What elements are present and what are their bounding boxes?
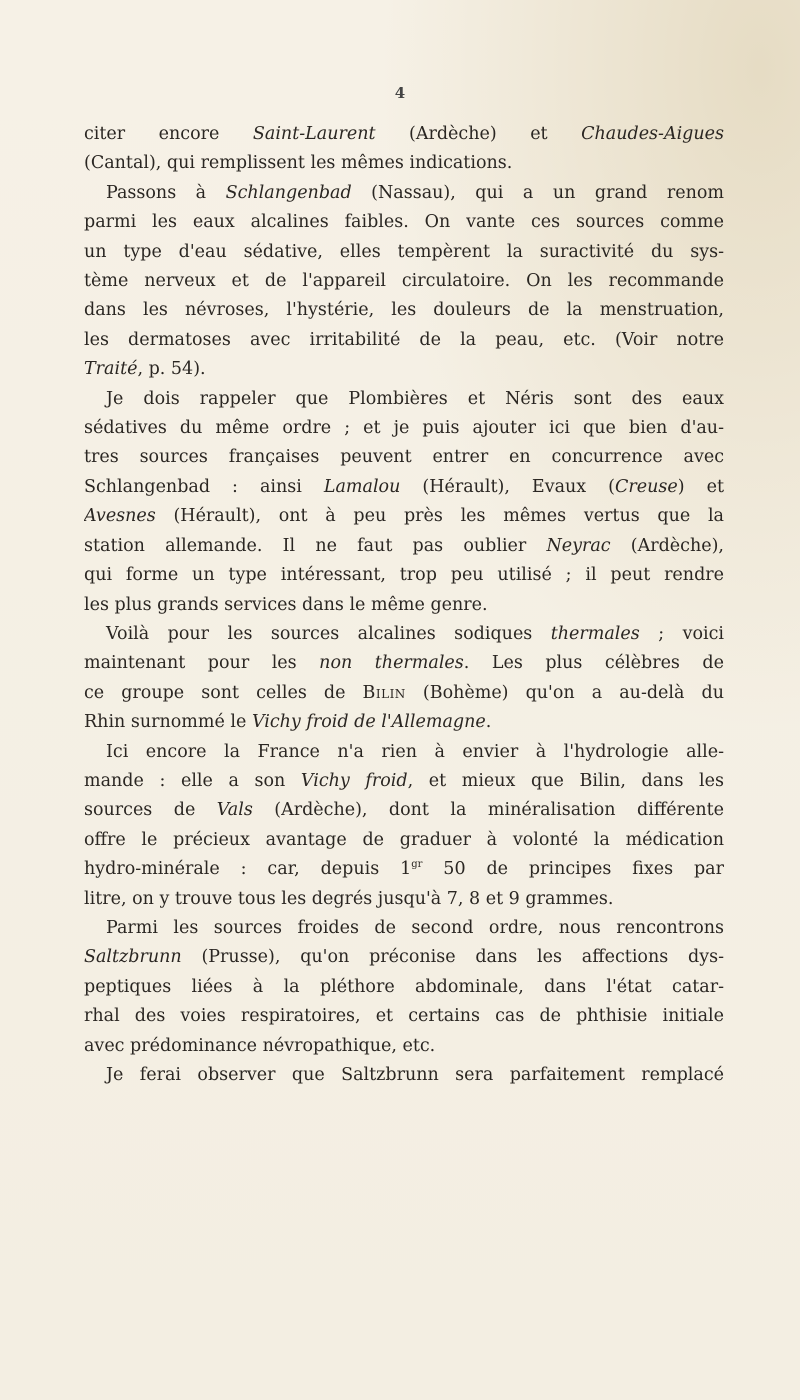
text-segment: (Hérault), Evaux ( [400,476,616,497]
small-caps-text: Bilin [362,682,406,703]
italic-text: Lamalou [323,476,401,497]
text-line [84,561,724,590]
text-line [84,532,724,561]
italic-text: Avesnes [84,506,156,527]
text-segment: . Les plus célèbres de [463,653,724,674]
text-line [84,943,724,972]
text-line [84,591,724,620]
text-line [84,738,724,767]
italic-text: Chaudes-Aigues [581,124,724,144]
text-line [84,296,724,325]
text-segment: Passons à [106,182,226,203]
text-line [84,1032,724,1061]
text-segment: maintenant pour les [84,653,320,674]
text-line [84,267,724,296]
text-segment: , et mieux que Bilin, dans les [407,770,724,791]
text-segment: (Bohème) qu'on a au-delà du [405,682,724,703]
text-line [84,796,724,825]
text-segment: parmi les eaux alcalines faibles. On vante ces sources comme [84,212,724,233]
superscript-text: gr [411,859,423,871]
italic-text: Neyrac [546,535,611,556]
text-segment: un type d'eau sédative, elles tempèrent la suractivité du sys- [84,241,724,262]
text-line [84,120,724,149]
text-segment: avec prédominance névropathique, etc. [84,1035,436,1056]
text-line [84,826,724,855]
text-segment: Je ferai observer que Saltzbrunn sera parfaitement remplacé [106,1065,724,1085]
text-segment: qui forme un type intéressant, trop peu utilisé ; il peut rendre [84,565,724,586]
text-line [84,973,724,1002]
text-line [84,355,724,384]
text-segment: sédatives du même ordre ; et je puis ajouter ici que bien d'au- [84,418,724,439]
italic-text: Saltzbrunn [84,947,182,968]
text-segment: station allemande. Il ne faut pas oublier [84,535,547,556]
text-segment: citer encore [84,124,253,144]
text-segment: (Prusse), qu'on préconise dans les affections dys- [181,947,724,968]
text-segment: offre le précieux avantage de graduer à volonté la médication [84,829,724,850]
text-segment: Voilà pour les sources alcalines sodiques [106,623,551,644]
text-segment: 50 de principes fixes par [422,859,724,880]
text-segment: Schlangenbad : ainsi [84,476,324,497]
text-segment: ; voici [639,623,724,644]
text-segment: , p. 54). [137,359,206,380]
text-segment: litre, on y trouve tous les degrés jusqu'à 7, 8 et 9 grammes. [84,888,614,909]
text-segment: tres sources françaises peuvent entrer en concurrence avec [84,447,724,468]
text-segment: mande : elle a son [84,770,301,791]
text-segment: Je dois rappeler que Plombières et Néris sont des eaux [106,388,724,409]
italic-text: Vichy froid de l'Allemagne [251,712,486,733]
text-segment: Ici encore la France n'a rien à envier à l'hydrologie alle- [106,741,724,762]
text-line [84,708,724,737]
text-segment: les plus grands services dans le même genre. [84,594,488,615]
text-line [84,1002,724,1031]
page-number: 4 [394,84,406,102]
text-segment: ce groupe sont celles de [84,682,363,703]
text-segment: (Cantal), qui remplissent les mêmes indications. [84,153,513,174]
italic-text: Vichy froid [300,770,408,791]
italic-text: Traité [84,359,138,380]
text-line [84,473,724,502]
text-segment: (Ardèche), [610,535,724,556]
italic-text: Schlangenbad [225,182,352,203]
text-line [84,414,724,443]
text-line [84,502,724,531]
text-line [84,443,724,472]
text-line [84,679,724,708]
text-line [84,767,724,796]
text-segment: dans les névroses, l'hystérie, les douleurs de la menstruation, [84,300,724,321]
text-line [84,238,724,267]
text-segment: (Nassau), qui a un grand renom [351,182,724,203]
text-line [84,914,724,943]
text-segment: tème nerveux et de l'appareil circulatoire. On les recommande [84,271,724,292]
body-text [84,120,724,1090]
text-segment: . [485,712,492,733]
text-line [84,620,724,649]
text-line [84,326,724,355]
italic-text: Saint-Laurent [252,124,376,144]
text-segment: hydro-minérale : car, depuis 1 [84,859,412,880]
italic-text: Creuse [615,476,678,497]
text-segment: (Ardèche) et [375,124,582,144]
text-line [84,649,724,678]
italic-text: non thermales [319,653,464,674]
text-segment: rhal des voies respiratoires, et certains cas de phthisie initiale [84,1006,724,1027]
italic-text: thermales [550,623,640,644]
text-segment: Rhin surnommé le [84,712,252,733]
text-line [84,179,724,208]
text-segment: peptiques liées à la pléthore abdominale, dans l'état catar- [84,976,724,997]
text-segment: (Ardèche), dont la minéralisation différente [252,800,724,821]
text-line [84,1061,724,1090]
text-line [84,855,724,884]
text-line [84,885,724,914]
italic-text: Vals [216,800,253,821]
text-segment: les dermatoses avec irritabilité de la peau, etc. (Voir notre [84,329,724,350]
text-segment: (Hérault), ont à peu près les mêmes vertus que la [155,506,724,527]
text-segment: Parmi les sources froides de second ordre, nous rencontrons [106,917,724,938]
text-line [84,149,724,178]
text-segment: ) et [677,476,724,497]
text-line [84,208,724,237]
text-line [84,385,724,414]
text-segment: sources de [84,800,217,821]
